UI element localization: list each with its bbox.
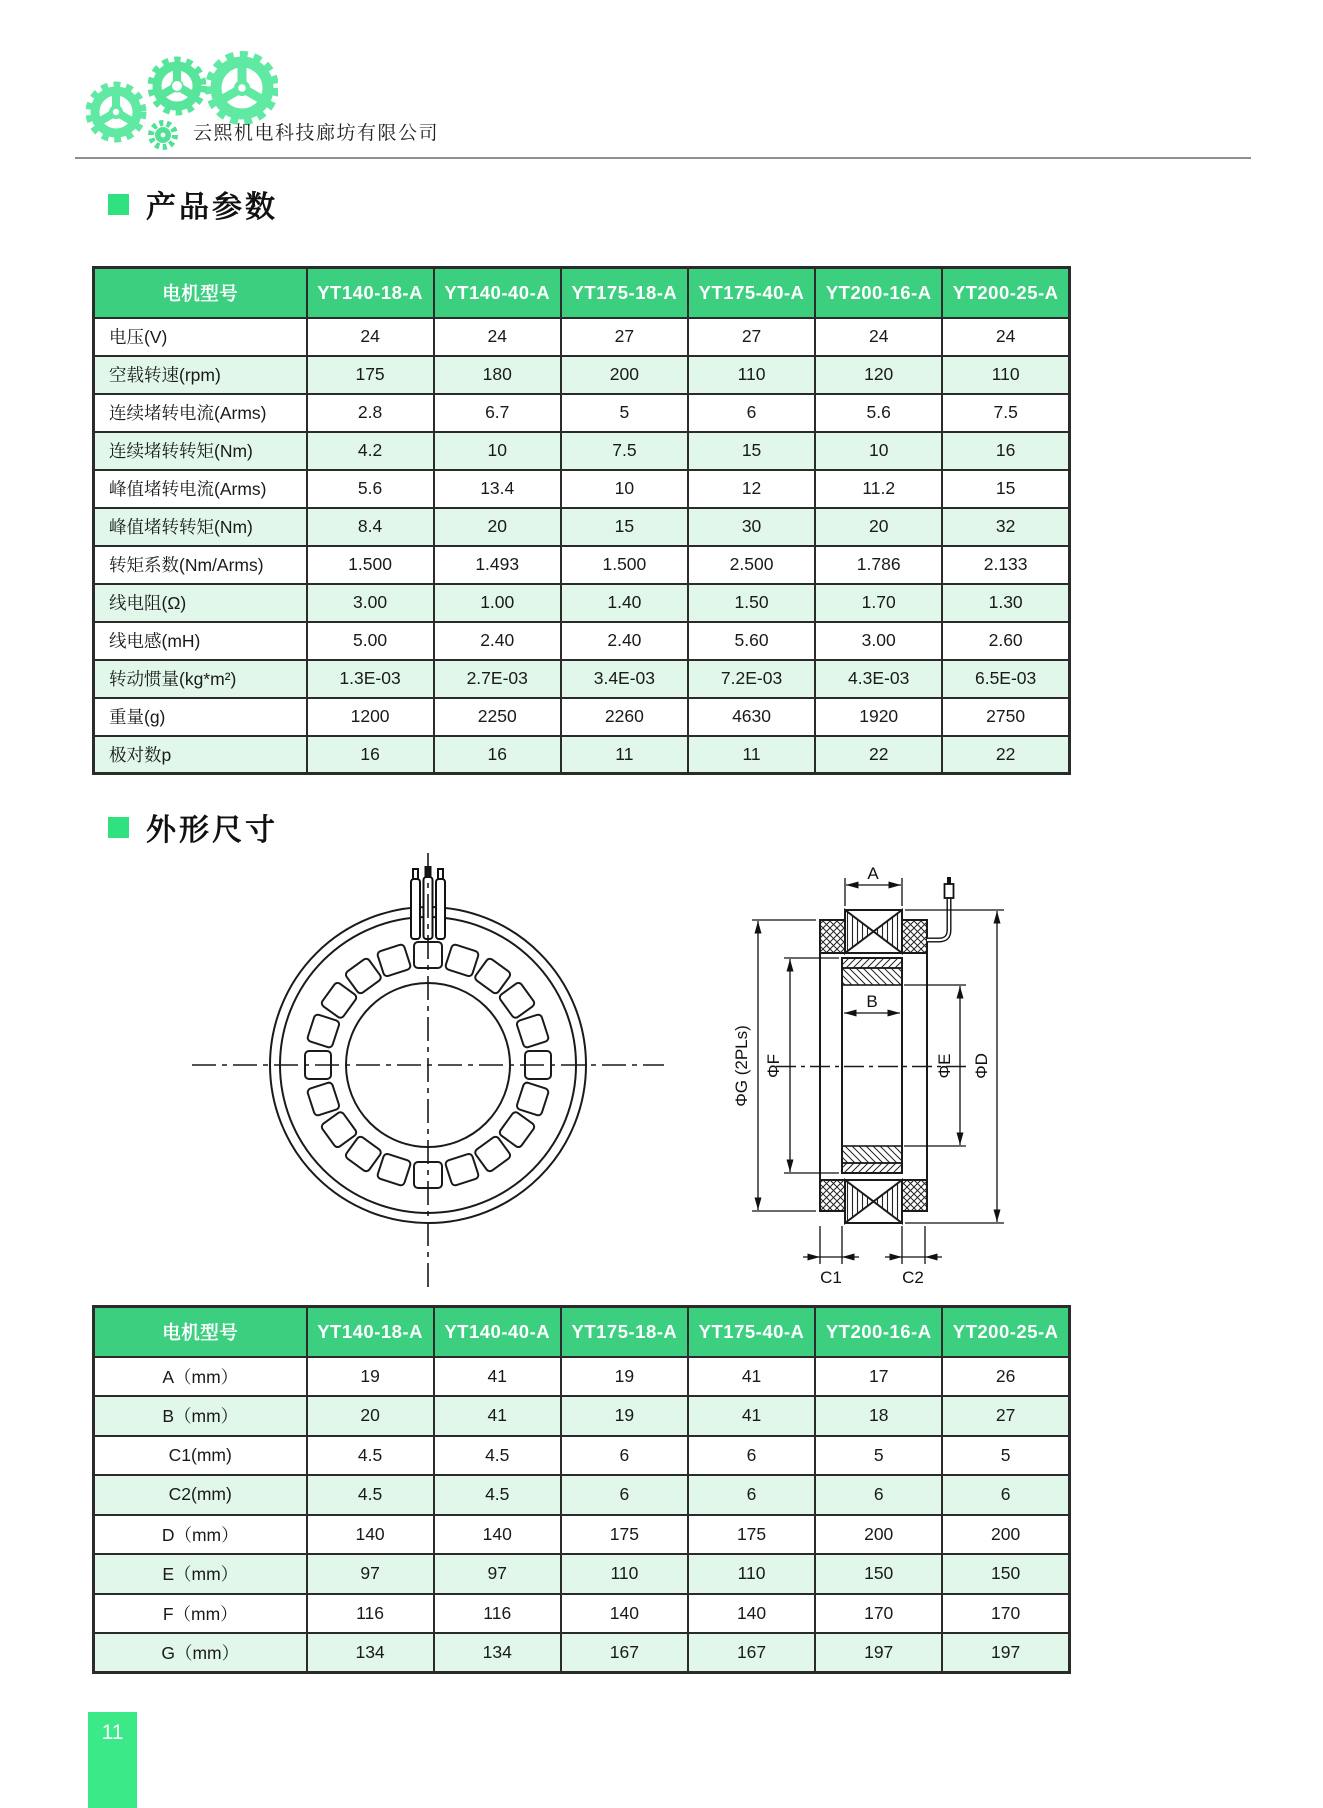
cell: 16 [434, 736, 561, 774]
cell: 150 [942, 1554, 1069, 1594]
table-row [94, 1436, 1070, 1476]
cell: 175 [688, 1515, 815, 1555]
cell: 4.5 [434, 1436, 561, 1476]
cell: 110 [942, 356, 1069, 394]
cell: 5 [561, 394, 688, 432]
cell: 5 [815, 1436, 942, 1476]
row-label: 极对数p [94, 736, 307, 774]
section-product-params [108, 182, 278, 226]
cell: 120 [815, 356, 942, 394]
cell: 1920 [815, 698, 942, 736]
row-label: 峰值堵转电流(Arms) [94, 470, 307, 508]
table-header-YT200-25-A: YT200-25-A [942, 268, 1069, 318]
cell: 24 [942, 318, 1069, 356]
row-label: 线电阻(Ω) [94, 584, 307, 622]
cell: 116 [307, 1594, 434, 1634]
cell: 3.00 [307, 584, 434, 622]
cell: 2250 [434, 698, 561, 736]
table-row [94, 432, 1070, 470]
cell: 19 [307, 1357, 434, 1397]
cell: 11.2 [815, 470, 942, 508]
cell: 20 [815, 508, 942, 546]
row-label: 重量(g) [94, 698, 307, 736]
cell: 15 [942, 470, 1069, 508]
cell: 16 [942, 432, 1069, 470]
cell: 18 [815, 1396, 942, 1436]
table-row [94, 356, 1070, 394]
row-label: 线电感(mH) [94, 622, 307, 660]
cell: 20 [307, 1396, 434, 1436]
cell: 6 [688, 1475, 815, 1515]
cell: 6 [561, 1475, 688, 1515]
table-row [94, 508, 1070, 546]
cell: 1.500 [307, 546, 434, 584]
table-row [94, 318, 1070, 356]
cell: 2.40 [561, 622, 688, 660]
dim-label-g: ΦG (2PLs) [732, 1025, 751, 1107]
table-row [94, 394, 1070, 432]
cell: 8.4 [307, 508, 434, 546]
table-header-YT140-40-A: YT140-40-A [434, 1307, 561, 1357]
table-row [94, 660, 1070, 698]
dim-label-a: A [867, 864, 879, 883]
green-square-bullet-icon [108, 817, 129, 838]
cell: 41 [688, 1357, 815, 1397]
row-label: 空载转速(rpm) [94, 356, 307, 394]
cell: 200 [942, 1515, 1069, 1555]
cell: 13.4 [434, 470, 561, 508]
dim-label-f: ΦF [764, 1054, 783, 1078]
table-header-YT140-40-A: YT140-40-A [434, 268, 561, 318]
cell: 140 [307, 1515, 434, 1555]
cell: 22 [942, 736, 1069, 774]
table-row [94, 1633, 1070, 1673]
cell: 197 [815, 1633, 942, 1673]
table-row [94, 584, 1070, 622]
table-row [94, 470, 1070, 508]
green-square-bullet-icon [108, 194, 129, 215]
cell: 41 [434, 1396, 561, 1436]
cell: 4.3E-03 [815, 660, 942, 698]
cell: 134 [434, 1633, 561, 1673]
table-row [94, 546, 1070, 584]
motor-cross-section-drawing [620, 858, 1040, 1305]
cell: 4.5 [307, 1436, 434, 1476]
row-label: A（mm） [94, 1357, 307, 1397]
cell: 24 [307, 318, 434, 356]
header-divider [75, 157, 1251, 159]
cell: 6 [688, 1436, 815, 1476]
cell: 134 [307, 1633, 434, 1673]
table-row [94, 1396, 1070, 1436]
cell: 7.5 [942, 394, 1069, 432]
table-header-YT175-40-A: YT175-40-A [688, 1307, 815, 1357]
table-header-model: 电机型号 [94, 268, 307, 318]
product-params-table [92, 266, 1071, 775]
cell: 180 [434, 356, 561, 394]
cell: 11 [561, 736, 688, 774]
cell: 1.30 [942, 584, 1069, 622]
table-row [94, 1554, 1070, 1594]
cell: 10 [815, 432, 942, 470]
cell: 140 [688, 1594, 815, 1634]
row-label: E（mm） [94, 1554, 307, 1594]
cell: 32 [942, 508, 1069, 546]
row-label: F（mm） [94, 1594, 307, 1634]
row-label: G（mm） [94, 1633, 307, 1673]
cell: 6 [561, 1436, 688, 1476]
cell: 197 [942, 1633, 1069, 1673]
dim-label-d: ΦD [972, 1053, 991, 1079]
row-label: C2(mm) [94, 1475, 307, 1515]
table-header-YT200-25-A: YT200-25-A [942, 1307, 1069, 1357]
section-title-text: 产品参数 [146, 191, 278, 224]
cell: 175 [561, 1515, 688, 1555]
cell: 1.70 [815, 584, 942, 622]
table-row [94, 736, 1070, 774]
row-label: 转矩系数(Nm/Arms) [94, 546, 307, 584]
cell: 4.2 [307, 432, 434, 470]
company-name: 云熙机电科技廊坊有限公司 [193, 123, 440, 144]
cell: 4.5 [307, 1475, 434, 1515]
row-label: 转动惯量(kg*m²) [94, 660, 307, 698]
cell: 4630 [688, 698, 815, 736]
cell: 6.7 [434, 394, 561, 432]
table-header-YT175-18-A: YT175-18-A [561, 268, 688, 318]
page-number: 11 [101, 1721, 124, 1744]
cell: 7.2E-03 [688, 660, 815, 698]
cell: 41 [688, 1396, 815, 1436]
cell: 200 [815, 1515, 942, 1555]
table-header-YT140-18-A: YT140-18-A [307, 268, 434, 318]
table-header-YT175-18-A: YT175-18-A [561, 1307, 688, 1357]
cell: 1.00 [434, 584, 561, 622]
cell: 97 [434, 1554, 561, 1594]
section-title-text: 外形尺寸 [146, 814, 278, 847]
cell: 1.3E-03 [307, 660, 434, 698]
cell: 116 [434, 1594, 561, 1634]
cell: 6 [688, 394, 815, 432]
cell: 3.00 [815, 622, 942, 660]
cell: 10 [561, 470, 688, 508]
cell: 200 [561, 356, 688, 394]
cell: 5.00 [307, 622, 434, 660]
cell: 140 [561, 1594, 688, 1634]
table-row [94, 1475, 1070, 1515]
cell: 16 [307, 736, 434, 774]
table-header-YT200-16-A: YT200-16-A [815, 1307, 942, 1357]
cell: 2.60 [942, 622, 1069, 660]
table-row [94, 1515, 1070, 1555]
cell: 2260 [561, 698, 688, 736]
table-header-YT200-16-A: YT200-16-A [815, 268, 942, 318]
cell: 5.60 [688, 622, 815, 660]
cell: 1.500 [561, 546, 688, 584]
cell: 167 [561, 1633, 688, 1673]
cell: 150 [815, 1554, 942, 1594]
cell: 110 [561, 1554, 688, 1594]
table-header-model: 电机型号 [94, 1307, 307, 1357]
table-header-YT140-18-A: YT140-18-A [307, 1307, 434, 1357]
row-label: D（mm） [94, 1515, 307, 1555]
cell: 140 [434, 1515, 561, 1555]
cell: 27 [942, 1396, 1069, 1436]
cell: 175 [307, 356, 434, 394]
dim-label-b: B [866, 992, 878, 1011]
dim-label-c2: C2 [902, 1268, 924, 1287]
cell: 110 [688, 1554, 815, 1594]
table-row [94, 1594, 1070, 1634]
cell: 4.5 [434, 1475, 561, 1515]
cell: 12 [688, 470, 815, 508]
cell: 2750 [942, 698, 1069, 736]
cell: 22 [815, 736, 942, 774]
cell: 1.786 [815, 546, 942, 584]
cell: 6 [815, 1475, 942, 1515]
cell: 24 [434, 318, 561, 356]
cell: 10 [434, 432, 561, 470]
cell: 2.8 [307, 394, 434, 432]
lead-wire [927, 877, 954, 940]
cell: 2.500 [688, 546, 815, 584]
row-label: C1(mm) [94, 1436, 307, 1476]
cell: 1.493 [434, 546, 561, 584]
cell: 5 [942, 1436, 1069, 1476]
cell: 30 [688, 508, 815, 546]
cell: 27 [688, 318, 815, 356]
cell: 170 [815, 1594, 942, 1634]
cell: 26 [942, 1357, 1069, 1397]
outline-dims-table [92, 1305, 1071, 1674]
cell: 2.7E-03 [434, 660, 561, 698]
table-row [94, 1357, 1070, 1397]
cell: 3.4E-03 [561, 660, 688, 698]
cell: 7.5 [561, 432, 688, 470]
cell: 110 [688, 356, 815, 394]
table-row [94, 622, 1070, 660]
cell: 6.5E-03 [942, 660, 1069, 698]
cell: 97 [307, 1554, 434, 1594]
cell: 41 [434, 1357, 561, 1397]
cell: 5.6 [815, 394, 942, 432]
cell: 11 [688, 736, 815, 774]
cell: 19 [561, 1357, 688, 1397]
cell: 15 [561, 508, 688, 546]
cell: 17 [815, 1357, 942, 1397]
cell: 1.50 [688, 584, 815, 622]
cell: 27 [561, 318, 688, 356]
row-label: 峰值堵转转矩(Nm) [94, 508, 307, 546]
cell: 6 [942, 1475, 1069, 1515]
cell: 24 [815, 318, 942, 356]
cell: 20 [434, 508, 561, 546]
cell: 167 [688, 1633, 815, 1673]
cell: 2.133 [942, 546, 1069, 584]
cell: 19 [561, 1396, 688, 1436]
cell: 2.40 [434, 622, 561, 660]
page-number-tab [88, 1712, 137, 1808]
cell: 15 [688, 432, 815, 470]
row-label: B（mm） [94, 1396, 307, 1436]
cell: 1.40 [561, 584, 688, 622]
motor-front-view-drawing [178, 795, 678, 1300]
row-label: 连续堵转电流(Arms) [94, 394, 307, 432]
row-label: 电压(V) [94, 318, 307, 356]
cell: 1200 [307, 698, 434, 736]
table-header-YT175-40-A: YT175-40-A [688, 268, 815, 318]
dim-label-c1: C1 [820, 1268, 842, 1287]
cell: 5.6 [307, 470, 434, 508]
row-label: 连续堵转转矩(Nm) [94, 432, 307, 470]
dim-label-e: ΦE [935, 1053, 954, 1079]
cell: 170 [942, 1594, 1069, 1634]
table-row [94, 698, 1070, 736]
